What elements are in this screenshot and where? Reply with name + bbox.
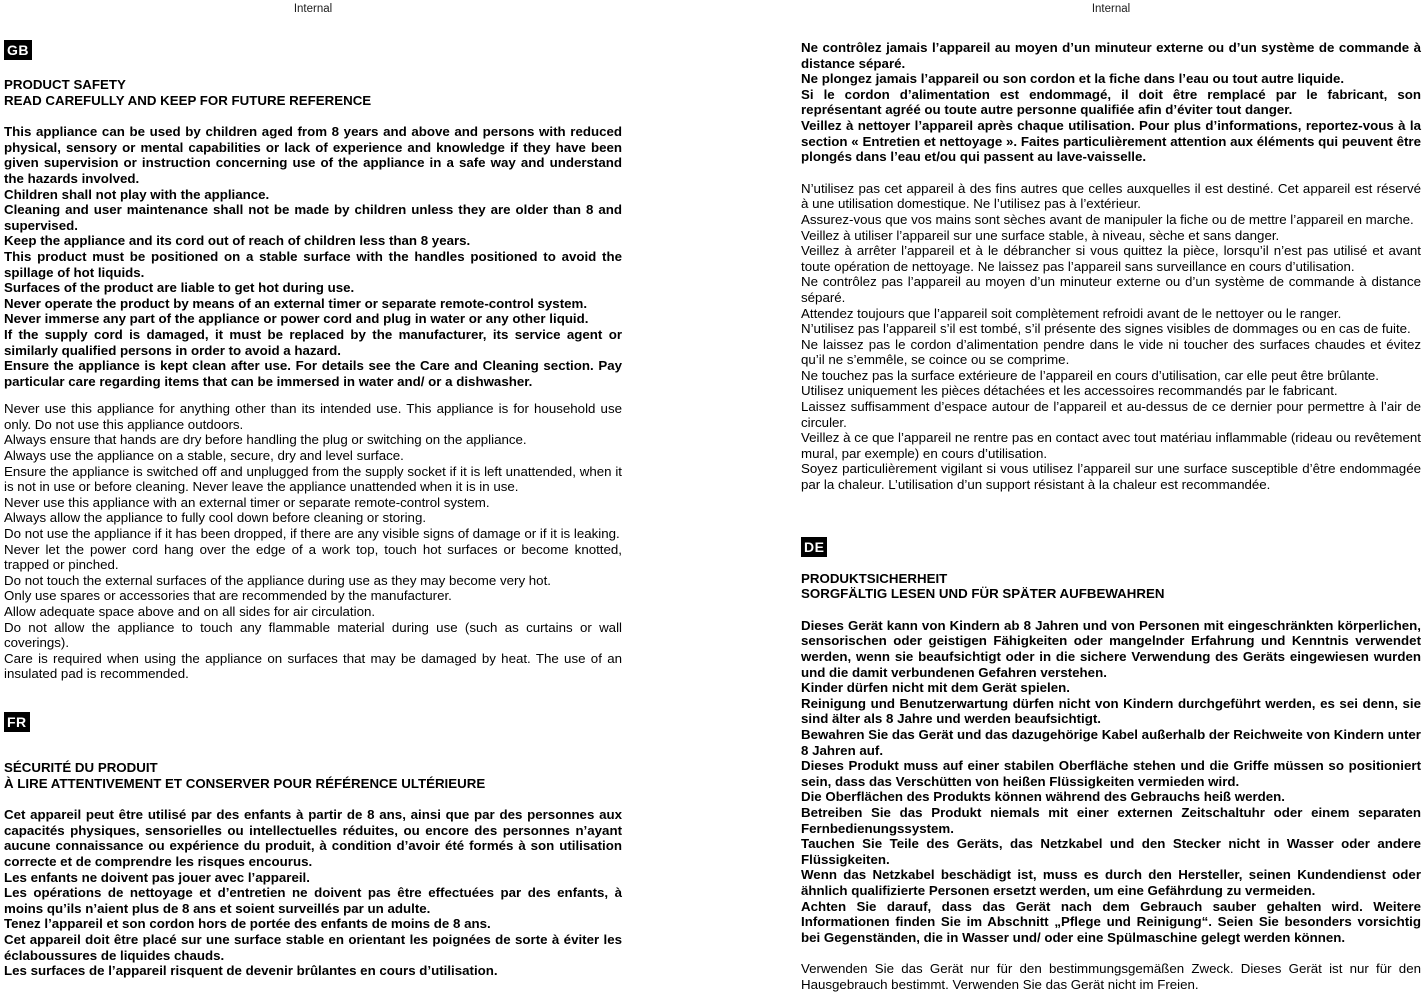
safety-paragraph: Never use this appliance for anything other than its intended use. This appliance is for household use only. Do not use this appliance outdoors.	[4, 401, 622, 432]
safety-paragraph: Always allow the appliance to fully cool down before cleaning or storing.	[4, 510, 427, 526]
safety-paragraph: Tauchen Sie Teile des Geräts, das Netzkabel und den Stecker nicht in Wasser oder andere Flüssigkeiten.	[801, 836, 1421, 867]
section-gb	[4, 40, 622, 682]
safety-paragraph: Utilisez uniquement les pièces détachées et les accessoires recommandés par le fabricant.	[801, 383, 1338, 399]
safety-paragraph: Ne contrôlez jamais l’appareil au moyen d’un minuteur externe ou d’un système de commande à distance séparé.	[801, 40, 1421, 71]
safety-paragraph: Veillez à ce que l’appareil ne rentre pas en contact avec tout matériau inflammable (rideau ou revêtement mural, par exemple) en cours d’utilisation.	[801, 430, 1421, 461]
safety-paragraph: Cleaning and user maintenance shall not be made by children unless they are older than 8 and supervised.	[4, 202, 622, 233]
de-regular-paragraphs	[801, 961, 1421, 992]
safety-paragraph: Veillez à utiliser l’appareil sur une surface stable, à niveau, sèche et sans danger.	[801, 227, 1280, 243]
fr-title-line1: SÉCURITÉ DU PRODUIT	[4, 759, 158, 775]
safety-paragraph: Les surfaces de l’appareil risquent de devenir brûlantes en cours d’utilisation.	[4, 963, 498, 979]
safety-paragraph: Do not allow the appliance to touch any flammable material during use (such as curtains or wall coverings).	[4, 619, 622, 651]
fr-continued-bold-paragraphs	[801, 40, 1421, 165]
fr-bold-paragraphs	[4, 807, 622, 979]
gb-title-line1: PRODUCT SAFETY	[4, 77, 126, 92]
safety-paragraph: Wenn das Netzkabel beschädigt ist, muss es durch den Hersteller, seinen Kundendienst oder ähnlich qualifizierte Personen ersetzt werden, um eine Gefährdung zu vermeiden.	[801, 867, 1421, 898]
safety-paragraph: N’utilisez pas l’appareil s’il est tombé, s’il présente des signes visibles de dommages ou en cas de fuite.	[801, 321, 1411, 337]
safety-paragraph: Achten Sie darauf, dass das Gerät nach dem Gebrauch sauber gehalten wird. Weitere Informationen finden Sie im Abschnitt „Pflege und Reinigung“. Seien Sie besonders vorsichtig bei Gegenständen, die in Wasser und/ oder eine Spülmaschine gelegt werden können.	[801, 898, 1421, 945]
fr-section-title	[4, 760, 622, 791]
gb-regular-paragraphs	[4, 401, 622, 682]
safety-paragraph: Si le cordon d’alimentation est endommagé, il doit être remplacé par le fabricant, son représentant agréé ou toute autre personne qualifiée afin d’éviter tout danger.	[801, 86, 1421, 118]
fr-badge-row	[4, 712, 622, 732]
safety-paragraph: This product must be positioned on a stable surface with the handles positioned to avoid the spillage of hot liquids.	[4, 248, 622, 280]
section-fr	[4, 712, 622, 979]
safety-paragraph: Cet appareil doit être placé sur une surface stable en orientant les poignées de sorte à éviter les éclaboussures de liquides chauds.	[4, 931, 622, 963]
de-section-title	[801, 571, 1421, 602]
safety-paragraph: Tenez l’appareil et son cordon hors de portée des enfants de moins de 8 ans.	[4, 916, 491, 932]
safety-paragraph: Soyez particulièrement vigilant si vous utilisez l’appareil sur une surface susceptible d’être endommagée par la chaleur. L’utilisation d’un support résistant à la chaleur est recommandée.	[801, 461, 1421, 493]
safety-paragraph: Allow adequate space above and on all sides for air circulation.	[4, 604, 376, 619]
safety-paragraph: Les opérations de nettoyage et d’entretien ne doivent pas être effectuées par des enfants, à moins qu’ils n’aient plus de 8 ans et soient surveillés par un adulte.	[4, 885, 622, 916]
safety-paragraph: N’utilisez pas cet appareil à des fins autres que celles auxquelles il est destiné. Cet appareil est réservé à une utilisation domestique. Ne l’utilisez pas à l’extérieur.	[801, 180, 1421, 212]
safety-paragraph: If the supply cord is damaged, it must be replaced by the manufacturer, its service agent or similarly qualified persons in order to avoid a hazard.	[4, 326, 622, 358]
safety-paragraph: Ensure the appliance is switched off and unplugged from the supply socket if it is left unattended, when it is not in use or before cleaning. Never leave the appliance unattended when it is in use.	[4, 463, 622, 495]
safety-paragraph: Ne plongez jamais l’appareil ou son cordon et la fiche dans l’eau ou tout autre liquide.	[801, 71, 1345, 87]
safety-paragraph: Never let the power cord hang over the edge of a work top, touch hot surfaces or become knotted, trapped or pinched.	[4, 541, 622, 573]
safety-paragraph: Bewahren Sie das Gerät und das dazugehörige Kabel außerhalb der Reichweite von Kindern unter 8 Jahren auf.	[801, 726, 1421, 758]
safety-paragraph: Kinder dürfen nicht mit dem Gerät spielen.	[801, 680, 1070, 696]
safety-paragraph: Veillez à nettoyer l’appareil après chaque utilisation. Pour plus d’informations, reportez-vous à la section « Entretien et nettoyage ». Faites particulièrement attention aux éléments qui peuvent être plongés dans l’eau et/ou qui passent au lave-vaisselle.	[801, 117, 1421, 165]
safety-paragraph: Care is required when using the appliance on surfaces that may be damaged by heat. The use of an insulated pad is recommended.	[4, 650, 622, 682]
internal-watermark-right: Internal	[1091, 3, 1131, 15]
safety-paragraph: Do not touch the external surfaces of the appliance during use as they may become very hot.	[4, 572, 551, 588]
de-title-line2: SORGFÄLTIG LESEN UND FÜR SPÄTER AUFBEWAHREN	[801, 586, 1165, 602]
section-de	[801, 537, 1421, 993]
safety-paragraph: Do not use the appliance if it has been dropped, if there are any visible signs of damage or if it is leaking.	[4, 526, 620, 542]
de-bold-paragraphs	[801, 618, 1421, 945]
de-language-badge: DE	[801, 537, 827, 557]
safety-paragraph: Children shall not play with the appliance.	[4, 186, 270, 202]
safety-paragraph: Ensure the appliance is kept clean after use. For details see the Care and Cleaning section. Pay particular care regarding items that can be immersed in water and/ or a dishwasher.	[4, 358, 622, 389]
safety-paragraph: Les enfants ne doivent pas jouer avec l’appareil.	[4, 869, 310, 885]
gb-section-title	[4, 77, 622, 108]
safety-paragraph: Dieses Produkt muss auf einer stabilen Oberfläche stehen und die Griffe müssen so positioniert sein, dass das Verschütten von heißen Flüssigkeiten vermieden wird.	[801, 758, 1421, 789]
safety-paragraph: Never use this appliance with an external timer or separate remote-control system.	[4, 494, 490, 510]
safety-paragraph: This appliance can be used by children aged from 8 years and above and persons with reduced physical, sensory or mental capabilities or lack of experience and knowledge if they have been given supervision or instruction concerning use of the appliance in a safe way and understand the hazards involved.	[4, 124, 622, 186]
safety-paragraph: Cet appareil peut être utilisé par des enfants à partir de 8 ans, ainsi que par des personnes aux capacités physiques, sensorielles ou intellectuelles réduites, ou encore des personnes n’ayant aucune connaissance ou expérience du produit, à condition d’avoir été formés à son utilisation correcte et de comprendre les risques encourus.	[4, 807, 622, 869]
safety-paragraph: Never immerse any part of the appliance or power cord and plug in water or any other liquid.	[4, 311, 589, 327]
safety-paragraph: Keep the appliance and its cord out of reach of children less than 8 years.	[4, 233, 471, 249]
safety-paragraph: Never operate the product by means of an external timer or separate remote-control system.	[4, 295, 588, 311]
safety-paragraph: Assurez-vous que vos mains sont sèches avant de manipuler la fiche ou de mettre l’appareil en marche.	[801, 211, 1414, 227]
de-title-line1: PRODUKTSICHERHEIT	[801, 570, 948, 586]
safety-paragraph: Only use spares or accessories that are recommended by the manufacturer.	[4, 588, 452, 604]
safety-paragraph: Dieses Gerät kann von Kindern ab 8 Jahren und von Personen mit eingeschränkten körperlichen, sensorischen oder geistigen Fähigkeiten oder mangelnder Erfahrung und Kenntnis verwendet werden, wenn sie beaufsichtigt oder in die sichere Verwendung des Geräts eingewiesen wurden und die damit verbundenen Gefahren verstehen.	[801, 617, 1421, 680]
safety-paragraph: Die Oberflächen des Produkts können während des Gebrauchs heiß werden.	[801, 789, 1285, 805]
safety-paragraph: Veillez à arrêter l’appareil et à le débrancher si vous quittez la pièce, lorsqu’il n’est pas utilisé et avant toute opération de nettoyage. Ne laissez pas l’appareil sans surveillance en cours d’utilisation.	[801, 243, 1421, 274]
safety-paragraph: Surfaces of the product are liable to get hot during use.	[4, 280, 355, 296]
right-column	[801, 0, 1421, 992]
gb-language-badge: GB	[4, 40, 32, 60]
safety-paragraph: Always use the appliance on a stable, secure, dry and level surface.	[4, 448, 404, 464]
safety-paragraph: Reinigung und Benutzerwartung dürfen nicht von Kindern durchgeführt werden, es sei denn, sie sind älter als 8 Jahre und werden beaufsichtigt.	[801, 695, 1421, 727]
left-column	[4, 0, 622, 979]
safety-paragraph: Always ensure that hands are dry before handling the plug or switching on the appliance.	[4, 432, 527, 448]
gb-title-line2: READ CAREFULLY AND KEEP FOR FUTURE REFERENCE	[4, 92, 372, 108]
section-fr-continued	[801, 40, 1421, 493]
gb-bold-paragraphs	[4, 124, 622, 389]
safety-paragraph: Ne contrôlez pas l’appareil au moyen d’un minuteur externe ou d’un système de commande à distance séparé.	[801, 274, 1421, 305]
fr-title-line2: À LIRE ATTENTIVEMENT ET CONSERVER POUR RÉFÉRENCE ULTÉRIEURE	[4, 775, 486, 791]
fr-language-badge: FR	[4, 712, 30, 732]
safety-paragraph: Betreiben Sie das Produkt niemals mit einer externen Zeitschaltuhr oder einem separaten Fernbedienungssystem.	[801, 804, 1421, 836]
safety-paragraph: Laissez suffisamment d’espace autour de l’appareil et au-dessus de ce dernier pour permettre à l’air de circuler.	[801, 399, 1421, 430]
fr-continued-regular-paragraphs	[801, 181, 1421, 493]
safety-paragraph: Verwenden Sie das Gerät nur für den bestimmungsgemäßen Zweck. Dieses Gerät ist nur für den Hausgebrauch bestimmt. Verwenden Sie das Gerät nicht im Freien.	[801, 961, 1421, 992]
safety-paragraph: Attendez toujours que l’appareil soit complètement refroidi avant de le nettoyer ou le ranger.	[801, 305, 1342, 321]
safety-paragraph: Ne laissez pas le cordon d’alimentation pendre dans le vide ni toucher des surfaces chaudes et évitez qu’il ne s’emmêle, se coince ou se comprime.	[801, 336, 1421, 368]
gb-badge-row	[4, 40, 622, 60]
safety-paragraph: Ne touchez pas la surface extérieure de l’appareil en cours d’utilisation, car elle peut être brûlante.	[801, 367, 1380, 383]
de-badge-row	[801, 537, 1421, 557]
internal-watermark-left: Internal	[293, 3, 333, 15]
